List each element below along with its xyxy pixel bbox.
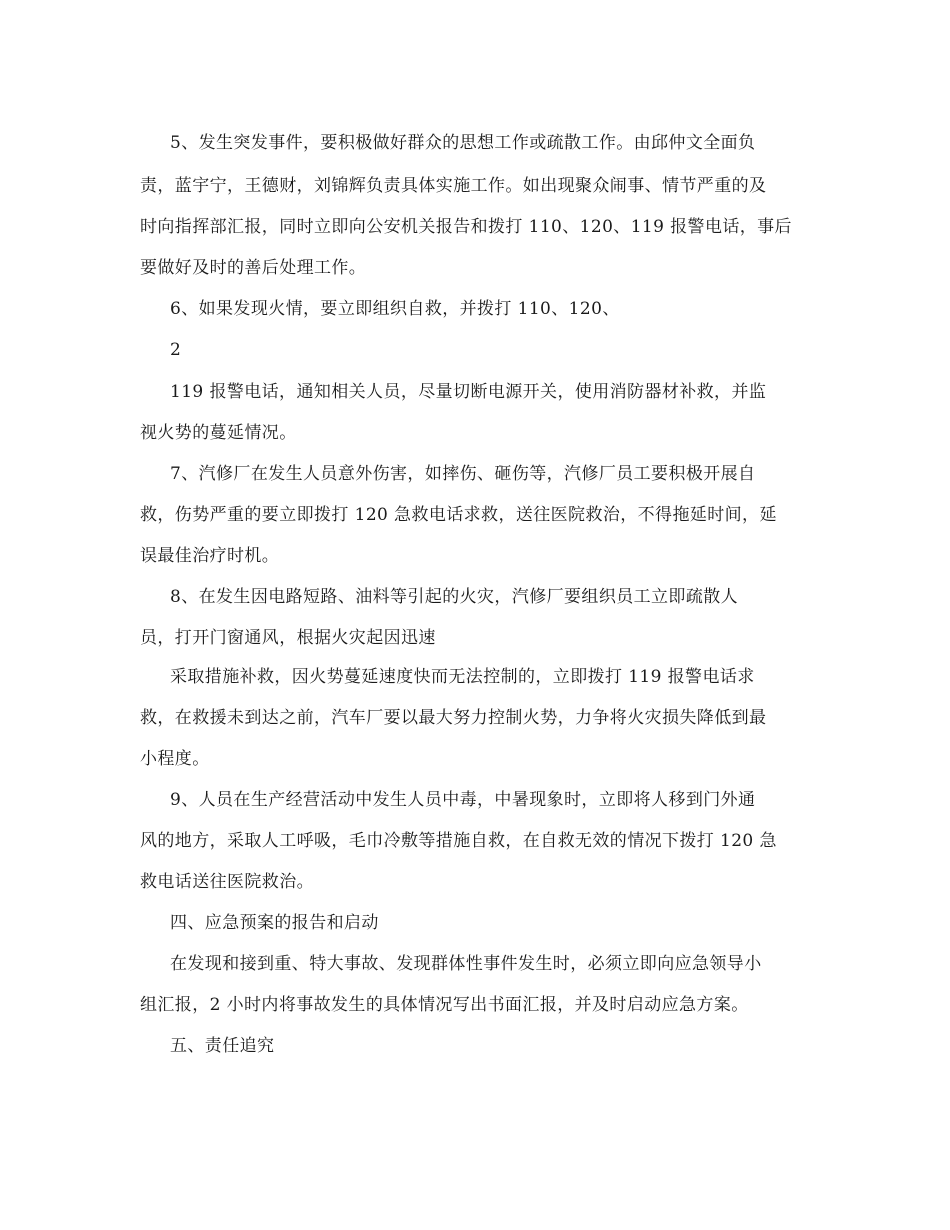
- paragraph-9-line-2: 风的地方，采取人工呼吸，毛巾冷敷等措施自救，在自救无效的情况下拨打 120 急: [140, 831, 777, 851]
- paragraph-7-line-2: 救，伤势严重的要立即拨打 120 急救电话求救，送往医院救治，不得拖延时间，延: [140, 505, 777, 525]
- section-heading-4: 四、应急预案的报告和启动: [170, 913, 379, 933]
- paragraph-8-line-2: 员，打开门窗通风，根据火灾起因迅速: [140, 628, 436, 648]
- paragraph-8-line-4: 救，在救援未到达之前，汽车厂要以最大努力控制火势，力争将火灾损失降低到最: [140, 708, 767, 728]
- paragraph-6-line-3: 视火势的蔓延情况。: [140, 423, 297, 443]
- section-heading-5: 五、责任追究: [170, 1036, 275, 1056]
- paragraph-9-line-1: 9、人员在生产经营活动中发生人员中毒，中暑现象时，立即将人移到门外通: [170, 790, 756, 810]
- page-number: 2: [170, 340, 182, 360]
- paragraph-8-line-3: 采取措施补救，因火势蔓延速度快而无法控制的，立即拨打 119 报警电话求: [170, 667, 755, 687]
- paragraph-8-line-5: 小程度。: [140, 749, 210, 769]
- paragraph-5-line-3: 时向指挥部汇报，同时立即向公安机关报告和拨打 110、120、119 报警电话，事后: [140, 217, 792, 237]
- paragraph-5-line-1: 5、发生突发事件，要积极做好群众的思想工作或疏散工作。由邱仲文全面负: [170, 133, 756, 153]
- paragraph-8-line-1: 8、在发生因电路短路、油料等引起的火灾，汽修厂要组织员工立即疏散人: [170, 587, 739, 607]
- paragraph-5-line-2: 责，蓝宇宁，王德财，刘锦辉负责具体实施工作。如出现聚众闹事、情节严重的及: [140, 176, 767, 196]
- paragraph-7-line-1: 7、汽修厂在发生人员意外伤害，如摔伤、砸伤等，汽修厂员工要积极开展自: [170, 464, 756, 484]
- paragraph-5-line-4: 要做好及时的善后处理工作。: [140, 258, 367, 278]
- section-4-line-2: 组汇报，2 小时内将事故发生的具体情况写出书面汇报，并及时启动应急方案。: [140, 995, 749, 1015]
- paragraph-9-line-3: 救电话送往医院救治。: [140, 872, 314, 892]
- paragraph-6-line-1: 6、如果发现火情，要立即组织自救，并拨打 110、120、: [170, 299, 620, 319]
- paragraph-6-line-2: 119 报警电话，通知相关人员，尽量切断电源开关，使用消防器材补救，并监: [170, 382, 767, 402]
- paragraph-7-line-3: 误最佳治疗时机。: [140, 546, 280, 566]
- section-4-line-1: 在发现和接到重、特大事故、发现群体性事件发生时，必须立即向应急领导小: [170, 954, 762, 974]
